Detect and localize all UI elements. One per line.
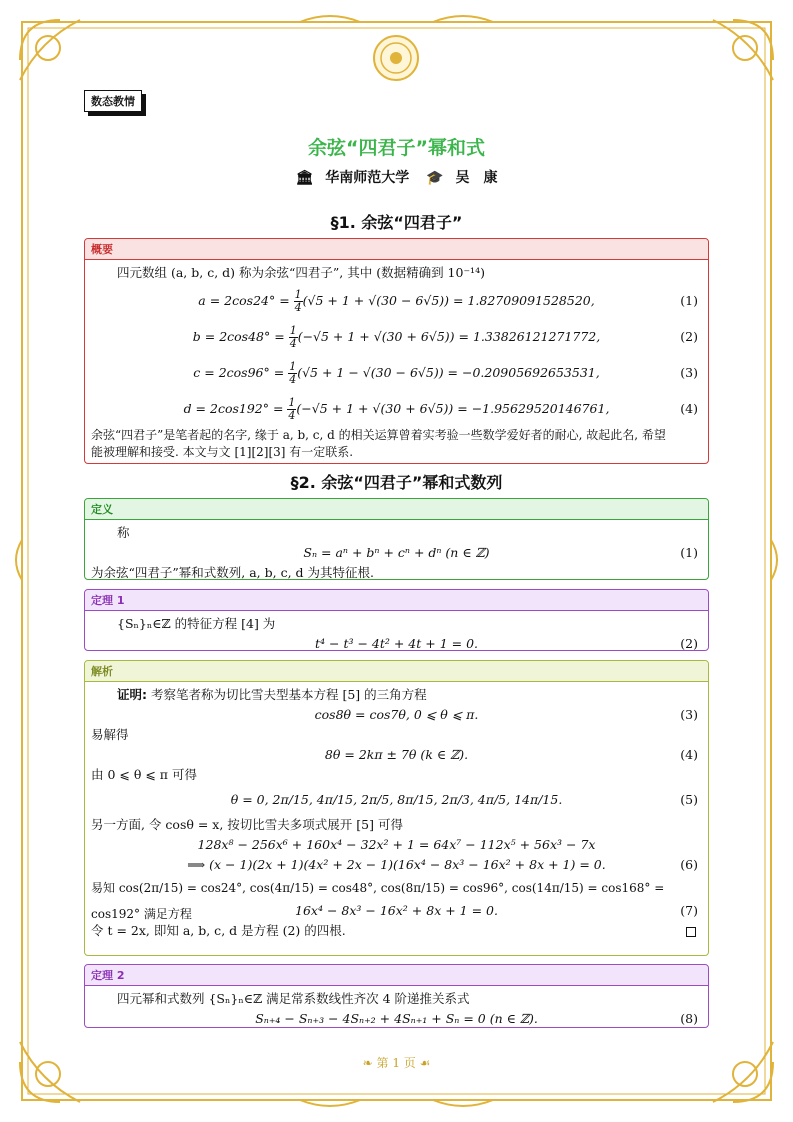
equation-d: d = 2cos192° = $\frac{1}{4}$ (−√5 + 1 + √(30 + 6√5)) = −1.95629520146761, (4)	[183, 396, 698, 422]
summary-outro-1: 余弦“四君子”是笔者起的名字, 缘于 a, b, c, d 的相关运算曾着实考验一些数学爱好者的耐心, 故起此名, 希望	[91, 428, 666, 442]
author-name: 吴 康	[455, 170, 498, 186]
definition-equation: Sₙ = aⁿ + bⁿ + cⁿ + dⁿ (n ∈ ℤ) (1)	[303, 545, 698, 560]
definition-box-head: 定义	[85, 499, 708, 520]
article-title: 余弦“四君子”幂和式	[308, 137, 485, 159]
emblem-seal	[374, 36, 418, 80]
footer-ornament-right-icon: ☙	[415, 1056, 431, 1070]
equation-a: a = 2cos24° = $\frac{1}{4}$ (√5 + 1 + √(30 − 6√5)) = 1.82709091528520, (1)	[198, 288, 698, 314]
equation-c: c = 2cos96° = $\frac{1}{4}$ (√5 + 1 − √(30 − 6√5)) = −0.20905692653531, (3)	[193, 360, 698, 386]
proof-label: 证明:	[117, 687, 147, 702]
theorem-1-head: 定理 1	[85, 590, 708, 611]
definition-line-1: 称	[117, 525, 130, 540]
definition-line-3: 为余弦“四君子”幂和式数列, a, b, c, d 为其特征根.	[91, 565, 374, 580]
summary-box	[84, 238, 709, 464]
proof-line-5: 易知 cos(2π/15) = cos24°, cos(4π/15) = cos48°, cos(8π/15) = cos96°, cos(14π/15) = cos168° = cos192° 满足方程	[91, 881, 665, 921]
proof-line-3: 由 0 ⩽ θ ⩽ π 可得	[91, 767, 197, 782]
theorem-2-line: 四元幂和式数列 {Sₙ}ₙ∈ℤ 满足常系数线性齐次 4 阶递推关系式	[117, 991, 470, 1006]
section-heading-2: §2. 余弦“四君子”幂和式数列	[290, 473, 503, 492]
proof-line-6: 令 t = 2x, 即知 a, b, c, d 是方程 (2) 的四根.	[91, 921, 702, 941]
theorem-2-box	[84, 964, 709, 1028]
proof-line-1: 证明: 考察笔者称为切比雪夫型基本方程 [5] 的三角方程	[117, 687, 427, 702]
analysis-box	[84, 660, 709, 956]
theorem-1-box	[84, 589, 709, 651]
theorem-1-line: {Sₙ}ₙ∈ℤ 的特征方程 [4] 为	[117, 616, 276, 631]
university-icon: 🏛	[295, 170, 314, 186]
summary-box-head: 概要	[85, 239, 708, 260]
proof-line-4: 另一方面, 令 cosθ = x, 按切比雪夫多项式展开 [5] 可得	[91, 817, 403, 832]
section-heading-1: §1. 余弦“四君子”	[330, 213, 463, 232]
equation-5: θ = 0, 2π/15, 4π/15, 2π/5, 8π/15, 2π/3, 4π/5, 14π/15. (5)	[230, 792, 698, 807]
page-footer	[0, 1054, 793, 1071]
author-school: 华南师范大学	[325, 170, 410, 186]
theorem-2-head: 定理 2	[85, 965, 708, 986]
page-number: 第 1 页	[376, 1056, 416, 1070]
summary-outro-2: 能被理解和接受. 本文与文 [1][2][3] 有一定联系.	[91, 445, 354, 459]
definition-box	[84, 498, 709, 580]
proof-line-2: 易解得	[91, 727, 129, 742]
analysis-head: 解析	[85, 661, 708, 682]
equation-6b: ⟹ (x − 1)(2x + 1)(4x² + 2x − 1)(16x⁴ − 8x³ − 16x² + 8x + 1) = 0. (6)	[187, 857, 698, 872]
summary-intro: 四元数组 (a, b, c, d) 称为余弦“四君子”, 其中 (数据精确到 10⁻¹⁴)	[117, 265, 485, 280]
equation-4: 8θ = 2kπ ± 7θ (k ∈ ℤ). (4)	[324, 747, 698, 762]
equation-3: cos8θ = cos7θ, 0 ⩽ θ ⩽ π. (3)	[314, 707, 698, 722]
graduation-cap-icon: 🎓	[426, 170, 444, 186]
equation-7: 16x⁴ − 8x³ − 16x² + 8x + 1 = 0. (7)	[295, 903, 698, 918]
column-tag: 数态教情	[84, 90, 142, 112]
equation-b: b = 2cos48° = $\frac{1}{4}$ (−√5 + 1 + √(30 + 6√5)) = 1.33826121271772, (2)	[192, 324, 698, 350]
qed-square-icon	[686, 927, 696, 937]
equation-6a: 128x⁸ − 256x⁶ + 160x⁴ − 32x² + 1 = 64x⁷ − 112x⁵ + 56x³ − 7x	[197, 837, 596, 852]
footer-ornament-left-icon: ❧	[362, 1056, 377, 1070]
author-line	[0, 167, 793, 187]
theorem-1-equation: t⁴ − t³ − 4t² + 4t + 1 = 0. (2)	[314, 636, 698, 651]
theorem-2-equation: Sₙ₊₄ − Sₙ₊₃ − 4Sₙ₊₂ + 4Sₙ₊₁ + Sₙ = 0 (n ∈ ℤ). (8)	[255, 1011, 698, 1026]
